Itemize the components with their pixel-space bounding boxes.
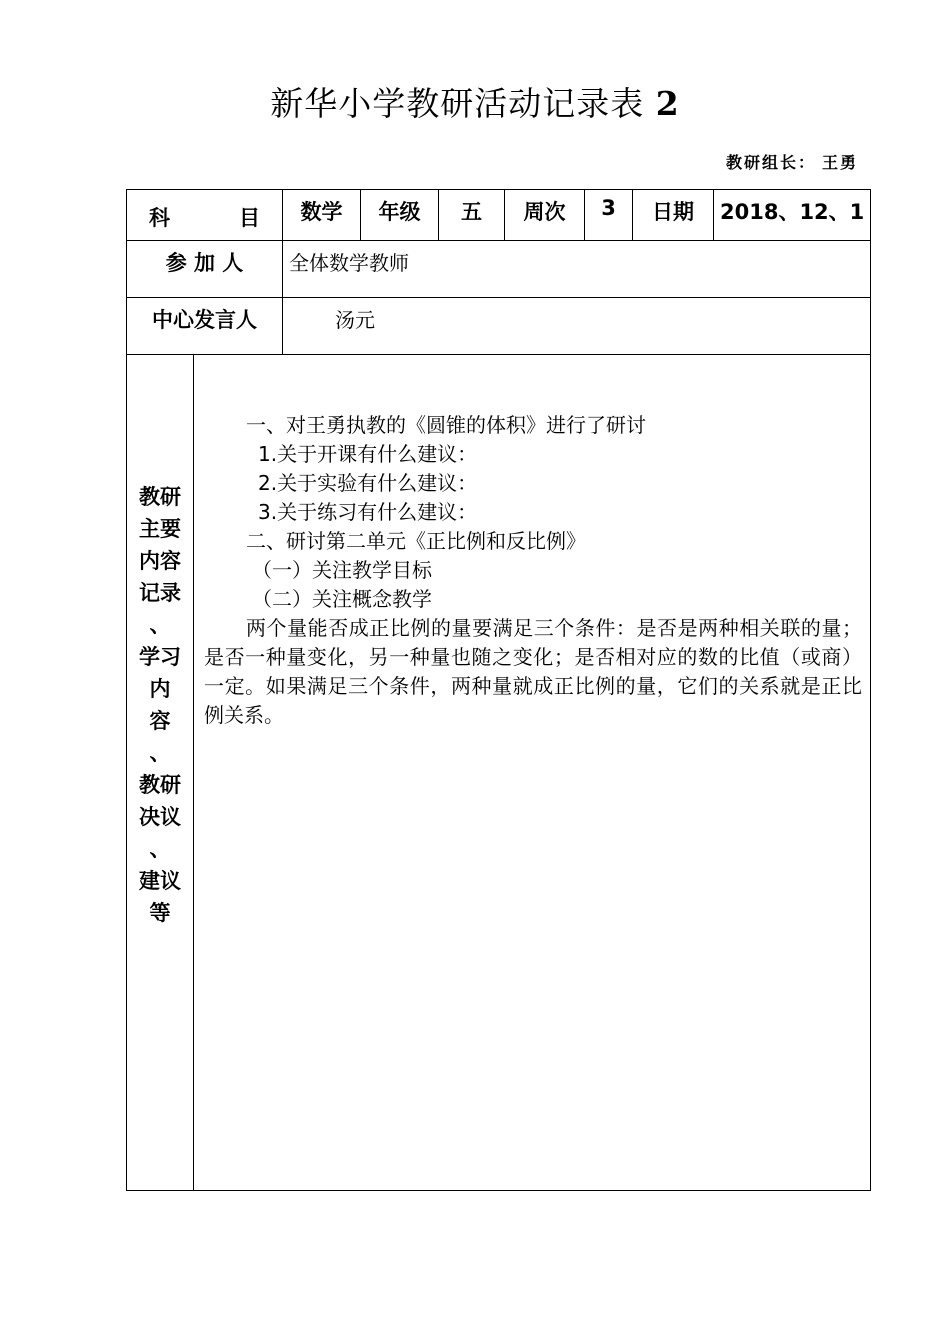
content-label-line: 、: [149, 741, 171, 765]
content-line: 1.关于开课有什么建议：: [258, 442, 478, 466]
date-label: 日期: [652, 200, 694, 224]
week-label-cell: [505, 190, 585, 241]
date-value-cell: [714, 190, 871, 241]
speaker-value: 汤元: [283, 298, 871, 355]
content-label-line: 建议: [139, 869, 181, 893]
content-line: 2.关于实验有什么建议：: [258, 471, 478, 495]
content-label-line: 容: [149, 709, 171, 733]
grade-label: 年级: [378, 200, 421, 224]
week-value-cell: [585, 190, 633, 241]
participants-row: [127, 241, 871, 298]
date-label-cell: [633, 190, 714, 241]
subject-label-b: 目: [239, 206, 260, 230]
participants-value: 全体数学教师: [283, 241, 871, 298]
content-label: [127, 355, 194, 1191]
content-line: 3.关于练习有什么建议：: [258, 500, 478, 524]
content-label-line: 内: [149, 677, 171, 701]
grade-value: 五: [461, 200, 482, 224]
content-label-line: 教研: [139, 485, 181, 509]
group-leader-label: 教研组长：: [725, 153, 816, 172]
grade-label-cell: [361, 190, 439, 241]
content-label-line: 等: [149, 901, 171, 925]
participants-label: 参 加 人: [127, 241, 283, 298]
header-row: [127, 190, 871, 241]
content-label-line: 、: [149, 613, 171, 637]
content-label-line: 、: [149, 837, 171, 861]
content-line: 一、对王勇执教的《圆锥的体积》进行了研讨: [246, 413, 646, 437]
subject-value: 数学: [300, 200, 343, 224]
title-text: 新华小学教研活动记录表: [270, 84, 645, 123]
content-label-line: 决议: [139, 805, 181, 829]
subject-label-a: 科: [149, 206, 170, 230]
content-body: [194, 355, 871, 1191]
content-row: [127, 355, 871, 1191]
title-number: 2: [655, 84, 680, 123]
week-value: 3: [601, 196, 616, 220]
content-line: （一）关注教学目标: [252, 558, 432, 582]
content-label-line: 主要: [139, 517, 181, 541]
page-title: [0, 78, 950, 125]
content-label-line: 记录: [139, 581, 181, 605]
group-leader: [726, 150, 858, 173]
content-label-line: 学习: [139, 645, 181, 669]
content-paragraph: 两个量能否成正比例的量要满足三个条件：是否是两种相关联的量；是否一种量变化，另一种量也随之变化；是否相对应的数的比值（或商）一定。如果满足三个条件，两种量就成正比例的量，它们的关系就是正比例关系。: [204, 616, 862, 727]
subject-label-cell: [127, 190, 283, 241]
content-label-line: 教研: [139, 773, 181, 797]
content-line: 二、研讨第二单元《正比例和反比例》: [246, 529, 586, 553]
date-value: 2018、12、1: [720, 200, 865, 224]
record-table: [126, 189, 871, 1191]
week-label: 周次: [523, 200, 566, 224]
grade-value-cell: [439, 190, 505, 241]
content-line: （二）关注概念教学: [252, 587, 432, 611]
content-label-line: 内容: [139, 549, 181, 573]
subject-value-cell: [283, 190, 361, 241]
speaker-row: [127, 298, 871, 355]
speaker-label: 中心发言人: [127, 298, 283, 355]
group-leader-name: 王勇: [821, 153, 858, 172]
